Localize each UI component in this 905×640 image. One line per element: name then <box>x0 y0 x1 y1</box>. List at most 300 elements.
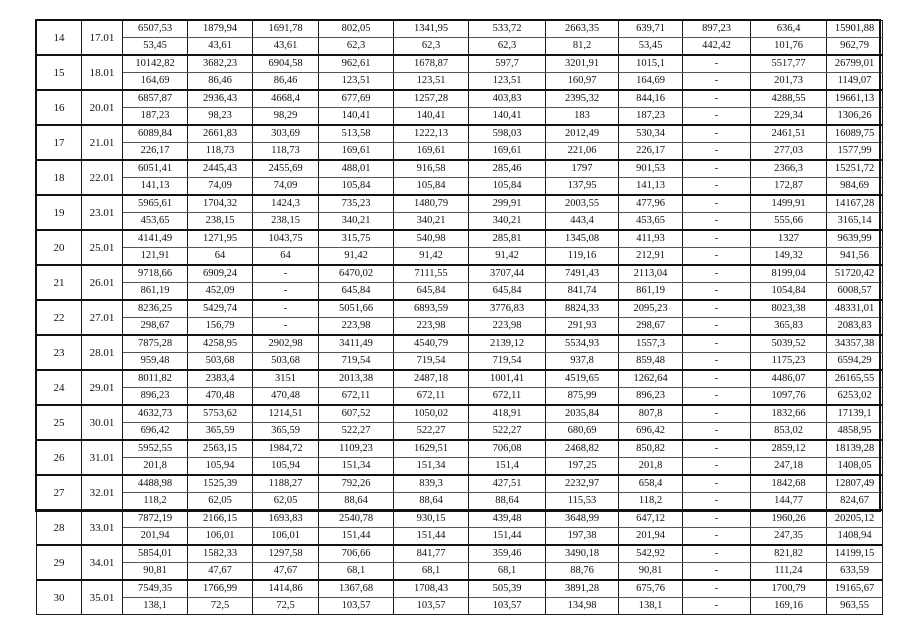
table-cell: 672,11 <box>469 388 546 406</box>
table-cell: 298,67 <box>619 318 683 336</box>
table-cell: 212,91 <box>619 248 683 266</box>
table-cell: 138,1 <box>619 598 683 615</box>
table-cell: 2455,69 <box>253 160 319 178</box>
table-cell: 1271,95 <box>188 230 253 248</box>
table-cell: 542,92 <box>619 545 683 563</box>
table-cell: 1960,26 <box>751 510 827 528</box>
table-cell: 72,5 <box>188 598 253 615</box>
table-row-bottom <box>37 283 883 301</box>
table-cell: 477,96 <box>619 195 683 213</box>
table-cell: 169,61 <box>319 143 394 161</box>
table-row-bottom <box>37 598 883 615</box>
row-number: 16 <box>37 90 82 125</box>
table-cell: 138,1 <box>123 598 188 615</box>
table-row-top <box>37 545 883 563</box>
table-cell: 106,01 <box>253 528 319 546</box>
table-cell: 696,42 <box>619 423 683 441</box>
table-cell: 598,03 <box>469 125 546 143</box>
table-cell: 1693,83 <box>253 510 319 528</box>
table-cell: 937,8 <box>546 353 619 371</box>
table-cell: 962,61 <box>319 55 394 73</box>
table-cell: 43,61 <box>188 38 253 56</box>
table-cell: 636,4 <box>751 21 827 38</box>
table-cell: 2139,12 <box>469 335 546 353</box>
table-cell: 901,53 <box>619 160 683 178</box>
table-cell: 5039,52 <box>751 335 827 353</box>
table-cell: - <box>683 563 751 581</box>
table-cell: 1557,3 <box>619 335 683 353</box>
table-cell: 298,67 <box>123 318 188 336</box>
table-cell: 118,2 <box>619 493 683 511</box>
table-cell: 140,41 <box>319 108 394 126</box>
table-cell: 453,65 <box>123 213 188 231</box>
table-cell: 226,17 <box>619 143 683 161</box>
table-cell: 365,83 <box>751 318 827 336</box>
table-cell: 5965,61 <box>123 195 188 213</box>
table-cell: 6507,53 <box>123 21 188 38</box>
table-cell: 645,84 <box>394 283 469 301</box>
table-cell: 639,71 <box>619 21 683 38</box>
table-cell: 706,66 <box>319 545 394 563</box>
table-row-top <box>37 230 883 248</box>
table-cell: 1015,1 <box>619 55 683 73</box>
table-cell: 959,48 <box>123 353 188 371</box>
row-number: 24 <box>37 370 82 405</box>
table-cell: 144,77 <box>751 493 827 511</box>
table-cell: 1262,64 <box>619 370 683 388</box>
table-cell: 91,42 <box>394 248 469 266</box>
table-cell: - <box>683 423 751 441</box>
table-cell: - <box>683 475 751 493</box>
table-cell: - <box>683 580 751 598</box>
table-cell: 2540,78 <box>319 510 394 528</box>
table-cell: 201,94 <box>123 528 188 546</box>
table-cell: 1050,02 <box>394 405 469 423</box>
row-date: 31.01 <box>82 440 123 475</box>
table-cell: 6008,57 <box>827 283 883 301</box>
table-cell: 2013,38 <box>319 370 394 388</box>
table-cell: 68,1 <box>319 563 394 581</box>
table-row-bottom <box>37 493 883 511</box>
table-cell: 223,98 <box>319 318 394 336</box>
table-cell: 930,15 <box>394 510 469 528</box>
table-cell: - <box>683 335 751 353</box>
table-cell: 719,54 <box>394 353 469 371</box>
table-cell: 223,98 <box>469 318 546 336</box>
table-row-bottom <box>37 563 883 581</box>
table-cell: 64 <box>253 248 319 266</box>
table-cell: - <box>683 528 751 546</box>
table-cell: 141,13 <box>123 178 188 196</box>
table-cell: 169,61 <box>469 143 546 161</box>
table-cell: 841,77 <box>394 545 469 563</box>
table-cell: 2859,12 <box>751 440 827 458</box>
table-cell: 1097,76 <box>751 388 827 406</box>
table-cell: 2663,35 <box>546 21 619 38</box>
table-cell: 72,5 <box>253 598 319 615</box>
row-number: 18 <box>37 160 82 195</box>
table-cell: 2003,55 <box>546 195 619 213</box>
table-cell: 540,98 <box>394 230 469 248</box>
table-cell: 1149,07 <box>827 73 883 91</box>
table-cell: 2366,3 <box>751 160 827 178</box>
table-cell: 172,87 <box>751 178 827 196</box>
row-date: 32.01 <box>82 475 123 510</box>
table-cell: 1222,13 <box>394 125 469 143</box>
table-cell: 285,81 <box>469 230 546 248</box>
table-cell: 470,48 <box>188 388 253 406</box>
table-cell: 1480,79 <box>394 195 469 213</box>
table-cell: 427,51 <box>469 475 546 493</box>
table-cell: 151,44 <box>319 528 394 546</box>
table-cell: 9639,99 <box>827 230 883 248</box>
table-cell: 821,82 <box>751 545 827 563</box>
table-cell: 6909,24 <box>188 265 253 283</box>
table-cell: 151,34 <box>319 458 394 476</box>
table-cell: 285,46 <box>469 160 546 178</box>
table-cell: 201,94 <box>619 528 683 546</box>
table-cell: 8236,25 <box>123 300 188 318</box>
table-cell: 106,01 <box>188 528 253 546</box>
table-cell: 16089,75 <box>827 125 883 143</box>
table-cell: 62,3 <box>469 38 546 56</box>
table-cell: 850,82 <box>619 440 683 458</box>
table-cell: 19661,13 <box>827 90 883 108</box>
table-cell: 853,02 <box>751 423 827 441</box>
table-cell: 88,64 <box>469 493 546 511</box>
table-cell: 62,05 <box>188 493 253 511</box>
table-cell: 1832,66 <box>751 405 827 423</box>
table-row-top <box>37 510 883 528</box>
table-cell: 443,4 <box>546 213 619 231</box>
table-cell: 839,3 <box>394 475 469 493</box>
table-cell: 365,59 <box>188 423 253 441</box>
table-row-bottom <box>37 248 883 266</box>
table-cell: 98,23 <box>188 108 253 126</box>
table-cell: 119,16 <box>546 248 619 266</box>
table-cell: - <box>683 195 751 213</box>
table-cell: 2232,97 <box>546 475 619 493</box>
table-cell: 91,42 <box>319 248 394 266</box>
table-cell: 62,05 <box>253 493 319 511</box>
table-cell: 141,13 <box>619 178 683 196</box>
table-cell: 115,53 <box>546 493 619 511</box>
table-cell: 140,41 <box>469 108 546 126</box>
table-cell: 187,23 <box>123 108 188 126</box>
table-cell: 897,23 <box>683 21 751 38</box>
table-cell: 824,67 <box>827 493 883 511</box>
table-cell: 896,23 <box>123 388 188 406</box>
table-cell: 359,46 <box>469 545 546 563</box>
table-cell: 88,76 <box>546 563 619 581</box>
table-cell: 963,55 <box>827 598 883 615</box>
table-cell: 1525,39 <box>188 475 253 493</box>
row-date: 34.01 <box>82 545 123 580</box>
table-cell: 111,24 <box>751 563 827 581</box>
table-cell: - <box>683 248 751 266</box>
table-cell: 7111,55 <box>394 265 469 283</box>
table-cell: 533,72 <box>469 21 546 38</box>
table-cell: 1188,27 <box>253 475 319 493</box>
table-cell: 3682,23 <box>188 55 253 73</box>
table-cell: 90,81 <box>619 563 683 581</box>
table-cell: 1367,68 <box>319 580 394 598</box>
table-cell: 1700,79 <box>751 580 827 598</box>
row-number: 25 <box>37 405 82 440</box>
table-cell: 201,8 <box>123 458 188 476</box>
table-cell: 696,42 <box>123 423 188 441</box>
table-cell: 20205,12 <box>827 510 883 528</box>
table-cell: 48331,01 <box>827 300 883 318</box>
table-cell: 522,27 <box>469 423 546 441</box>
table-cell: 201,8 <box>619 458 683 476</box>
row-date: 23.01 <box>82 195 123 230</box>
row-date: 17.01 <box>82 21 123 56</box>
table-cell: - <box>683 178 751 196</box>
table-cell: 470,48 <box>253 388 319 406</box>
table-cell: 645,84 <box>319 283 394 301</box>
row-number: 15 <box>37 55 82 90</box>
table-cell: 6594,29 <box>827 353 883 371</box>
table-cell: 81,2 <box>546 38 619 56</box>
row-number: 21 <box>37 265 82 300</box>
table-row-top <box>37 125 883 143</box>
row-number: 29 <box>37 545 82 580</box>
table-cell: - <box>683 90 751 108</box>
table-cell: 1766,99 <box>188 580 253 598</box>
table-cell: 14167,28 <box>827 195 883 213</box>
table-cell: - <box>683 265 751 283</box>
table-cell: - <box>253 318 319 336</box>
table-cell: 105,84 <box>394 178 469 196</box>
table-cell: 164,69 <box>619 73 683 91</box>
table-cell: 1306,26 <box>827 108 883 126</box>
table-cell: 118,73 <box>253 143 319 161</box>
table-cell: 105,84 <box>319 178 394 196</box>
table-cell: 2012,49 <box>546 125 619 143</box>
table-cell: 411,93 <box>619 230 683 248</box>
table-cell: 8199,04 <box>751 265 827 283</box>
table-cell: 105,84 <box>469 178 546 196</box>
table-row-top <box>37 300 883 318</box>
table-cell: 105,94 <box>188 458 253 476</box>
table-cell: 187,23 <box>619 108 683 126</box>
table-cell: 74,09 <box>188 178 253 196</box>
table-row-top <box>37 335 883 353</box>
table-cell: 1408,05 <box>827 458 883 476</box>
table-cell: 238,15 <box>188 213 253 231</box>
table-cell: 197,25 <box>546 458 619 476</box>
table-cell: 1879,94 <box>188 21 253 38</box>
table-cell: 7549,35 <box>123 580 188 598</box>
table-cell: 4488,98 <box>123 475 188 493</box>
table-cell: 340,21 <box>319 213 394 231</box>
table-cell: 14199,15 <box>827 545 883 563</box>
table-cell: 677,69 <box>319 90 394 108</box>
table-cell: 675,76 <box>619 580 683 598</box>
table-cell: 2113,04 <box>619 265 683 283</box>
table-cell: 1054,84 <box>751 283 827 301</box>
table-cell: 15901,88 <box>827 21 883 38</box>
table-cell: 647,12 <box>619 510 683 528</box>
table-cell: 68,1 <box>469 563 546 581</box>
table-cell: 365,59 <box>253 423 319 441</box>
table-body <box>37 21 883 615</box>
table-cell: 3151 <box>253 370 319 388</box>
table-cell: 3490,18 <box>546 545 619 563</box>
table-cell: - <box>683 545 751 563</box>
table-cell: 861,19 <box>619 283 683 301</box>
table-cell: 3165,14 <box>827 213 883 231</box>
table-cell: - <box>683 125 751 143</box>
table-row-top <box>37 405 883 423</box>
table-cell: 719,54 <box>319 353 394 371</box>
table-cell: 4858,95 <box>827 423 883 441</box>
row-date: 20.01 <box>82 90 123 125</box>
table-cell: 62,3 <box>319 38 394 56</box>
table-cell: 6051,41 <box>123 160 188 178</box>
table-cell: 1001,41 <box>469 370 546 388</box>
table-cell: 505,39 <box>469 580 546 598</box>
table-cell: - <box>683 160 751 178</box>
table-cell: 229,34 <box>751 108 827 126</box>
table-cell: 607,52 <box>319 405 394 423</box>
table-cell: 1842,68 <box>751 475 827 493</box>
table-cell: 62,3 <box>394 38 469 56</box>
table-cell: 1797 <box>546 160 619 178</box>
table-cell: 121,91 <box>123 248 188 266</box>
table-cell: 6089,84 <box>123 125 188 143</box>
table-cell: 277,03 <box>751 143 827 161</box>
table-cell: 4668,4 <box>253 90 319 108</box>
table-cell: 896,23 <box>619 388 683 406</box>
table-cell: 91,42 <box>469 248 546 266</box>
table-cell: 1327 <box>751 230 827 248</box>
table-cell: 2083,83 <box>827 318 883 336</box>
table-cell: 2383,4 <box>188 370 253 388</box>
row-number: 19 <box>37 195 82 230</box>
table-cell: 1257,28 <box>394 90 469 108</box>
table-row-top <box>37 90 883 108</box>
table-cell: 439,48 <box>469 510 546 528</box>
table-cell: 452,09 <box>188 283 253 301</box>
table-cell: 859,48 <box>619 353 683 371</box>
table-cell: 197,38 <box>546 528 619 546</box>
table-cell: 291,93 <box>546 318 619 336</box>
table-cell: 6857,87 <box>123 90 188 108</box>
table-cell: 503,68 <box>253 353 319 371</box>
table-cell: 3891,28 <box>546 580 619 598</box>
table-cell: 151,4 <box>469 458 546 476</box>
row-number: 17 <box>37 125 82 160</box>
table-cell: - <box>683 213 751 231</box>
table-cell: 26799,01 <box>827 55 883 73</box>
table-cell: 5429,74 <box>188 300 253 318</box>
table-cell: 706,08 <box>469 440 546 458</box>
table-cell: 315,75 <box>319 230 394 248</box>
table-row-bottom <box>37 458 883 476</box>
table-cell: 522,27 <box>394 423 469 441</box>
table-cell: - <box>253 300 319 318</box>
table-cell: 1984,72 <box>253 440 319 458</box>
table-cell: 941,56 <box>827 248 883 266</box>
table-cell: 340,21 <box>469 213 546 231</box>
table-cell: 151,44 <box>394 528 469 546</box>
table-cell: 118,73 <box>188 143 253 161</box>
table-cell: 7875,28 <box>123 335 188 353</box>
table-cell: 1678,87 <box>394 55 469 73</box>
table-cell: 340,21 <box>394 213 469 231</box>
table-cell: 1691,78 <box>253 21 319 38</box>
table-cell: 19165,67 <box>827 580 883 598</box>
table-cell: 1109,23 <box>319 440 394 458</box>
table-cell: 4288,55 <box>751 90 827 108</box>
table-cell: 8023,38 <box>751 300 827 318</box>
table-cell: 633,59 <box>827 563 883 581</box>
table-cell: 1214,51 <box>253 405 319 423</box>
table-cell: 3201,91 <box>546 55 619 73</box>
table-row-top <box>37 160 883 178</box>
table-cell: 645,84 <box>469 283 546 301</box>
table-cell: 151,44 <box>469 528 546 546</box>
table-cell: 2166,15 <box>188 510 253 528</box>
table-cell: 4141,49 <box>123 230 188 248</box>
table-cell: 2487,18 <box>394 370 469 388</box>
table-cell: 658,4 <box>619 475 683 493</box>
table-cell: 247,35 <box>751 528 827 546</box>
row-date: 25.01 <box>82 230 123 265</box>
table-cell: 4486,07 <box>751 370 827 388</box>
table-cell: 1043,75 <box>253 230 319 248</box>
table-cell: 247,18 <box>751 458 827 476</box>
table-row-bottom <box>37 178 883 196</box>
table-cell: - <box>683 230 751 248</box>
table-cell: 98,29 <box>253 108 319 126</box>
table-cell: 680,69 <box>546 423 619 441</box>
table-cell: 15251,72 <box>827 160 883 178</box>
table-cell: - <box>683 598 751 615</box>
table-cell: 118,2 <box>123 493 188 511</box>
table-cell: 101,76 <box>751 38 827 56</box>
table-row-top <box>37 440 883 458</box>
table-cell: 4519,65 <box>546 370 619 388</box>
table-cell: 156,79 <box>188 318 253 336</box>
table-row-top <box>37 21 883 38</box>
table-cell: 5753,62 <box>188 405 253 423</box>
table-cell: 17139,1 <box>827 405 883 423</box>
table-cell: 1345,08 <box>546 230 619 248</box>
table-cell: 719,54 <box>469 353 546 371</box>
table-cell: - <box>683 458 751 476</box>
table-row-top <box>37 55 883 73</box>
table-cell: 103,57 <box>469 598 546 615</box>
table-row-bottom <box>37 38 883 56</box>
table-cell: - <box>683 405 751 423</box>
table-row-top <box>37 265 883 283</box>
table-cell: 6904,58 <box>253 55 319 73</box>
table-cell: 3411,49 <box>319 335 394 353</box>
table-cell: 8824,33 <box>546 300 619 318</box>
table-cell: 597,7 <box>469 55 546 73</box>
table-cell: 226,17 <box>123 143 188 161</box>
table-cell: 5534,93 <box>546 335 619 353</box>
table-cell: 123,51 <box>319 73 394 91</box>
table-cell: 1499,91 <box>751 195 827 213</box>
row-number: 23 <box>37 335 82 370</box>
table-row-bottom <box>37 73 883 91</box>
table-cell: 2461,51 <box>751 125 827 143</box>
table-cell: 555,66 <box>751 213 827 231</box>
